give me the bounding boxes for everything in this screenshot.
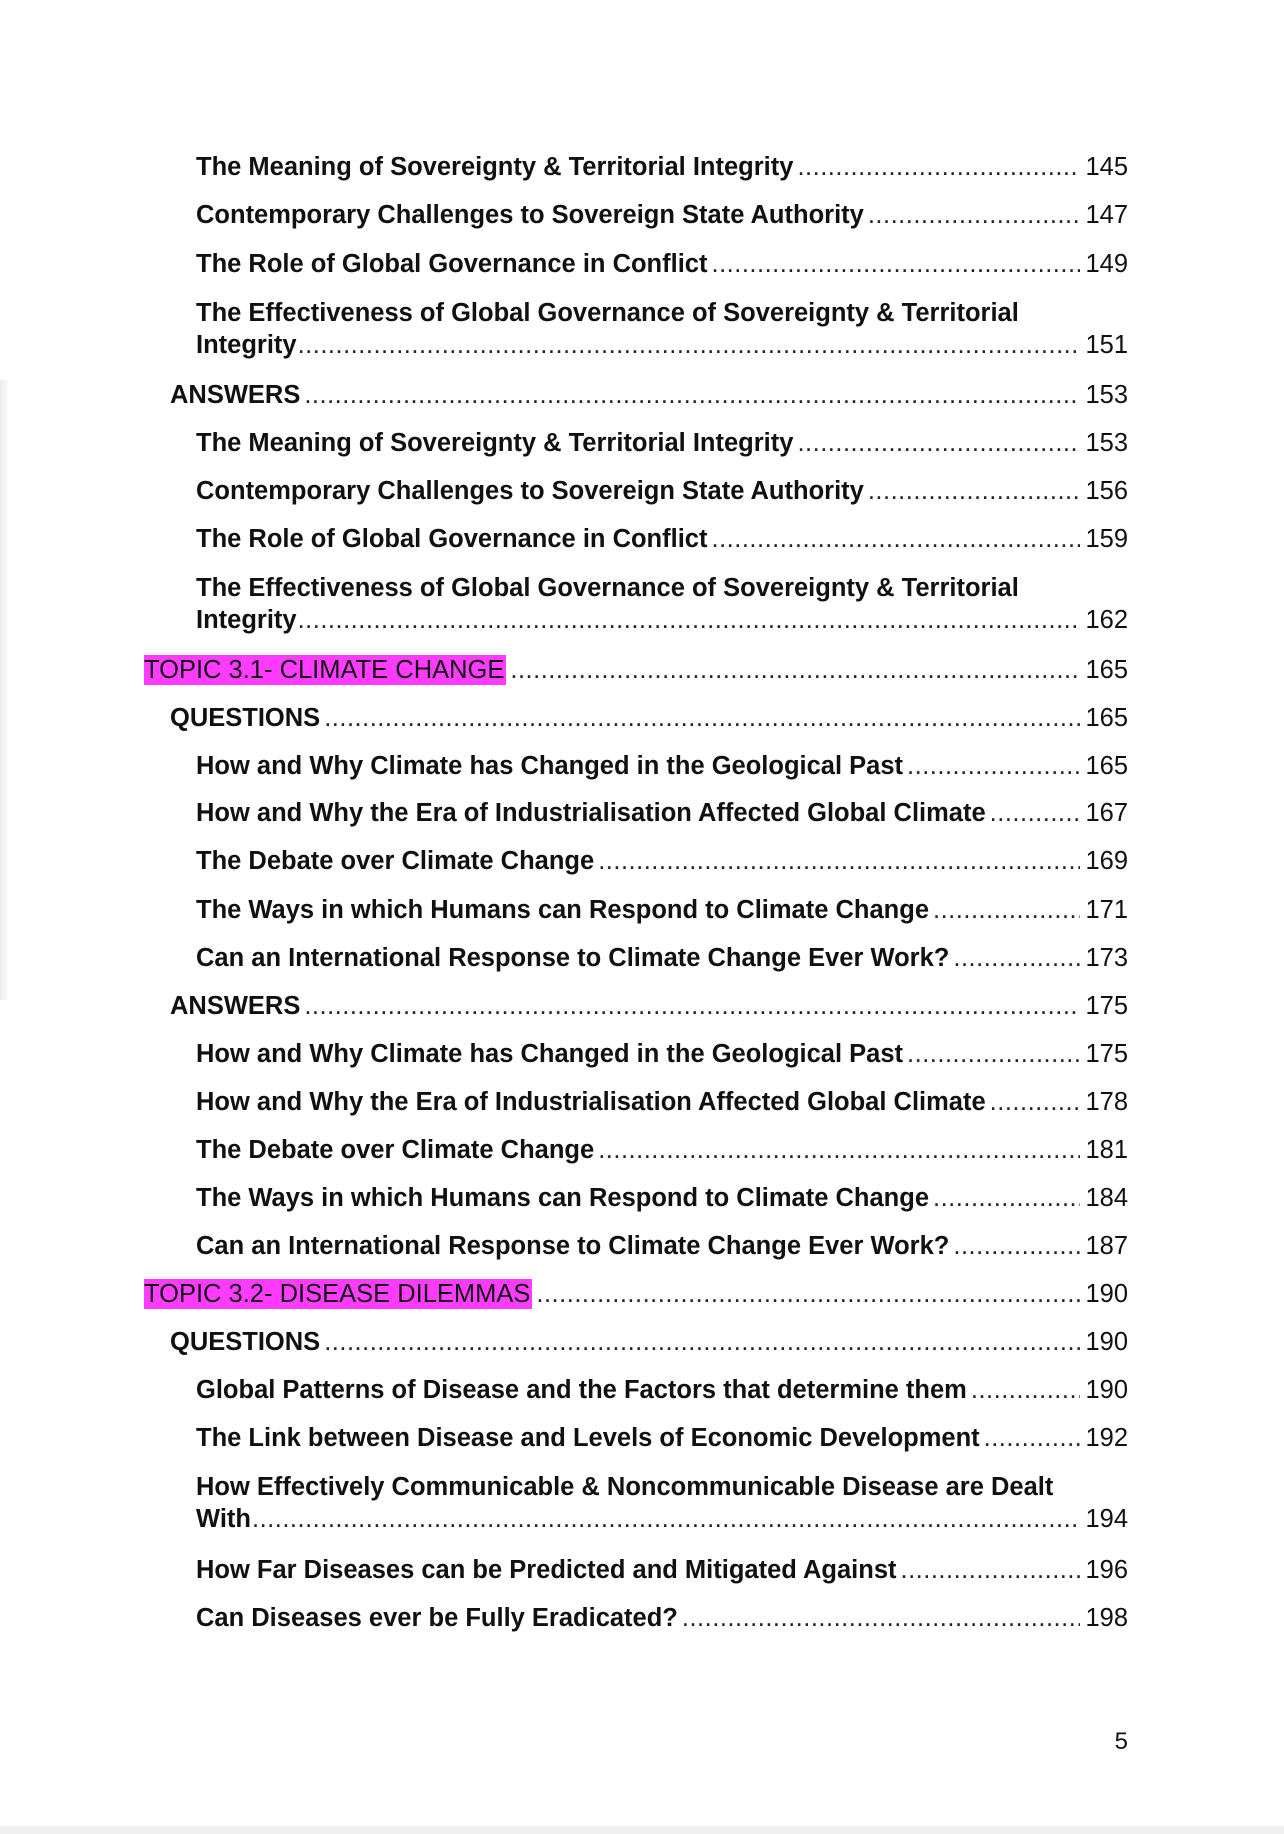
toc-topic-climate-change[interactable] xyxy=(144,655,1128,685)
toc-entry-page: 169 xyxy=(1085,847,1128,875)
toc-entry[interactable] xyxy=(196,1555,1128,1585)
toc-entry-page: 181 xyxy=(1085,1136,1128,1164)
toc-entry-title-line2: Integrity xyxy=(196,331,297,359)
toc-entry-title: Contemporary Challenges to Sovereign State Authority xyxy=(196,201,864,229)
toc-section-answers[interactable] xyxy=(170,380,1128,410)
toc-entry[interactable] xyxy=(196,943,1128,973)
toc-section-answers[interactable] xyxy=(170,991,1128,1021)
toc-entry-page: 173 xyxy=(1085,944,1128,972)
toc-entry-title: ANSWERS xyxy=(170,381,301,409)
toc-entry-title: The Ways in which Humans can Respond to Climate Change xyxy=(196,1184,930,1212)
toc-entry-title: Can an International Response to Climate Change Ever Work? xyxy=(196,944,950,972)
dot-leader xyxy=(868,200,1080,230)
toc-entry-title: QUESTIONS xyxy=(170,1328,321,1356)
toc-entry-page: 151 xyxy=(1085,331,1128,359)
toc-entry[interactable] xyxy=(196,1603,1128,1633)
toc-entry[interactable] xyxy=(196,571,1128,635)
dot-leader xyxy=(304,991,1080,1021)
toc-entry-page: 149 xyxy=(1085,250,1128,278)
dot-leader xyxy=(252,1504,1080,1534)
toc-entry[interactable] xyxy=(196,476,1128,506)
toc-topic-title: TOPIC 3.1- CLIMATE CHANGE xyxy=(144,656,505,684)
toc-entry-page: 190 xyxy=(1085,1376,1128,1404)
dot-leader xyxy=(324,703,1080,733)
toc-entry[interactable] xyxy=(196,751,1128,781)
dot-leader xyxy=(298,330,1080,360)
dot-leader xyxy=(953,1231,1080,1261)
dot-leader xyxy=(510,655,1080,685)
dot-leader xyxy=(598,846,1080,876)
toc-entry-title-line1: How Effectively Communicable & Noncommunicable Disease are Dealt xyxy=(196,1473,1054,1501)
toc-entry[interactable] xyxy=(196,1087,1128,1117)
dot-leader xyxy=(933,1183,1080,1213)
toc-entry-title: The Link between Disease and Levels of Economic Development xyxy=(196,1424,980,1452)
dot-leader xyxy=(598,1135,1080,1165)
toc-entry-page: 165 xyxy=(1085,656,1128,684)
toc-entry-page: 165 xyxy=(1085,704,1128,732)
toc-entry-title: How and Why the Era of Industrialisation Affected Global Climate xyxy=(196,799,986,827)
dot-leader xyxy=(711,524,1080,554)
toc-entry-page: 192 xyxy=(1085,1424,1128,1452)
toc-entry[interactable] xyxy=(196,1039,1128,1069)
toc-entry[interactable] xyxy=(196,1470,1128,1534)
toc-entry[interactable] xyxy=(196,1183,1128,1213)
dot-leader xyxy=(868,476,1080,506)
dot-leader xyxy=(990,798,1080,828)
toc-entry[interactable] xyxy=(196,152,1128,182)
toc-entry-title: How and Why Climate has Changed in the Geological Past xyxy=(196,752,904,780)
toc-entry-title: The Role of Global Governance in Conflict xyxy=(196,525,708,553)
toc-entry-title: Contemporary Challenges to Sovereign State Authority xyxy=(196,477,864,505)
toc-entry-page: 153 xyxy=(1085,429,1128,457)
dot-leader xyxy=(536,1279,1080,1309)
toc-entry-page: 175 xyxy=(1085,992,1128,1020)
toc-entry-title: Can Diseases ever be Fully Eradicated? xyxy=(196,1604,678,1632)
toc-entry-page: 167 xyxy=(1085,799,1128,827)
toc-entry[interactable] xyxy=(196,1135,1128,1165)
toc-entry-title: How Far Diseases can be Predicted and Mitigated Against xyxy=(196,1556,897,1584)
dot-leader xyxy=(304,380,1080,410)
toc-topic-title: TOPIC 3.2- DISEASE DILEMMAS xyxy=(144,1280,531,1308)
toc-entry-page: 196 xyxy=(1085,1556,1128,1584)
page-bottom-edge xyxy=(0,1826,1284,1834)
toc-entry-line2 xyxy=(196,605,1128,635)
dot-leader xyxy=(971,1375,1080,1405)
toc-entry-title: ANSWERS xyxy=(170,992,301,1020)
dot-leader xyxy=(907,751,1080,781)
toc-entry[interactable] xyxy=(196,798,1128,828)
toc-entry[interactable] xyxy=(196,524,1128,554)
dot-leader xyxy=(901,1555,1081,1585)
dot-leader xyxy=(298,605,1080,635)
toc-entry-title: The Meaning of Sovereignty & Territorial Integrity xyxy=(196,429,794,457)
toc-entry-title: The Ways in which Humans can Respond to Climate Change xyxy=(196,896,930,924)
toc-entry-title: The Role of Global Governance in Conflict xyxy=(196,250,708,278)
toc-entry-title-line2: Integrity xyxy=(196,606,297,634)
toc-entry[interactable] xyxy=(196,200,1128,230)
toc-entry[interactable] xyxy=(196,846,1128,876)
toc-entry-title: How and Why Climate has Changed in the Geological Past xyxy=(196,1040,904,1068)
toc-entry-page: 153 xyxy=(1085,381,1128,409)
toc-entry-title: Can an International Response to Climate Change Ever Work? xyxy=(196,1232,950,1260)
toc-entry-title: The Debate over Climate Change xyxy=(196,1136,595,1164)
toc-entry[interactable] xyxy=(196,1423,1128,1453)
toc-entry-title: Global Patterns of Disease and the Factors that determine them xyxy=(196,1376,967,1404)
toc-entry-page: 165 xyxy=(1085,752,1128,780)
toc-entry-page: 159 xyxy=(1085,525,1128,553)
toc-entry-page: 184 xyxy=(1085,1184,1128,1212)
toc-entry[interactable] xyxy=(196,1231,1128,1261)
dot-leader xyxy=(797,428,1080,458)
toc-entry-title-line1: The Effectiveness of Global Governance of Sovereignty & Territorial xyxy=(196,299,1019,327)
toc-entry-page: 162 xyxy=(1085,606,1128,634)
toc-entry-title: The Meaning of Sovereignty & Territorial Integrity xyxy=(196,153,794,181)
toc-entry-page: 178 xyxy=(1085,1088,1128,1116)
toc-entry[interactable] xyxy=(196,296,1128,360)
toc-topic-disease-dilemmas[interactable] xyxy=(144,1279,1128,1309)
toc-section-questions[interactable] xyxy=(170,1327,1128,1357)
toc-entry-page: 175 xyxy=(1085,1040,1128,1068)
toc-entry-title-line1: The Effectiveness of Global Governance of Sovereignty & Territorial xyxy=(196,574,1019,602)
toc-entry-page: 145 xyxy=(1085,153,1128,181)
toc-entry[interactable] xyxy=(196,428,1128,458)
toc-entry-page: 194 xyxy=(1085,1505,1128,1533)
toc-entry-page: 187 xyxy=(1085,1232,1128,1260)
dot-leader xyxy=(907,1039,1080,1069)
toc-entry-title: How and Why the Era of Industrialisation Affected Global Climate xyxy=(196,1088,986,1116)
toc-entry[interactable] xyxy=(196,895,1128,925)
dot-leader xyxy=(711,249,1080,279)
toc-entry-title: QUESTIONS xyxy=(170,704,321,732)
dot-leader xyxy=(682,1603,1080,1633)
toc-entry[interactable] xyxy=(196,1375,1128,1405)
toc-entry-page: 190 xyxy=(1085,1280,1128,1308)
toc-entry-page: 198 xyxy=(1085,1604,1128,1632)
toc-section-questions[interactable] xyxy=(170,703,1128,733)
dot-leader xyxy=(953,943,1080,973)
dot-leader xyxy=(797,152,1080,182)
toc-entry[interactable] xyxy=(196,249,1128,279)
dot-leader xyxy=(324,1327,1080,1357)
dot-leader xyxy=(933,895,1080,925)
toc-entry-page: 171 xyxy=(1085,896,1128,924)
toc-entry-page: 190 xyxy=(1085,1328,1128,1356)
toc-entry-line2 xyxy=(196,1504,1128,1534)
toc-entry-title-line2: With xyxy=(196,1505,251,1533)
page-number: 5 xyxy=(1114,1728,1128,1755)
toc-entry-page: 156 xyxy=(1085,477,1128,505)
toc-entry-page: 147 xyxy=(1085,201,1128,229)
dot-leader xyxy=(984,1423,1080,1453)
toc-entry-title: The Debate over Climate Change xyxy=(196,847,595,875)
dot-leader xyxy=(990,1087,1080,1117)
toc-entry-line2 xyxy=(196,330,1128,360)
